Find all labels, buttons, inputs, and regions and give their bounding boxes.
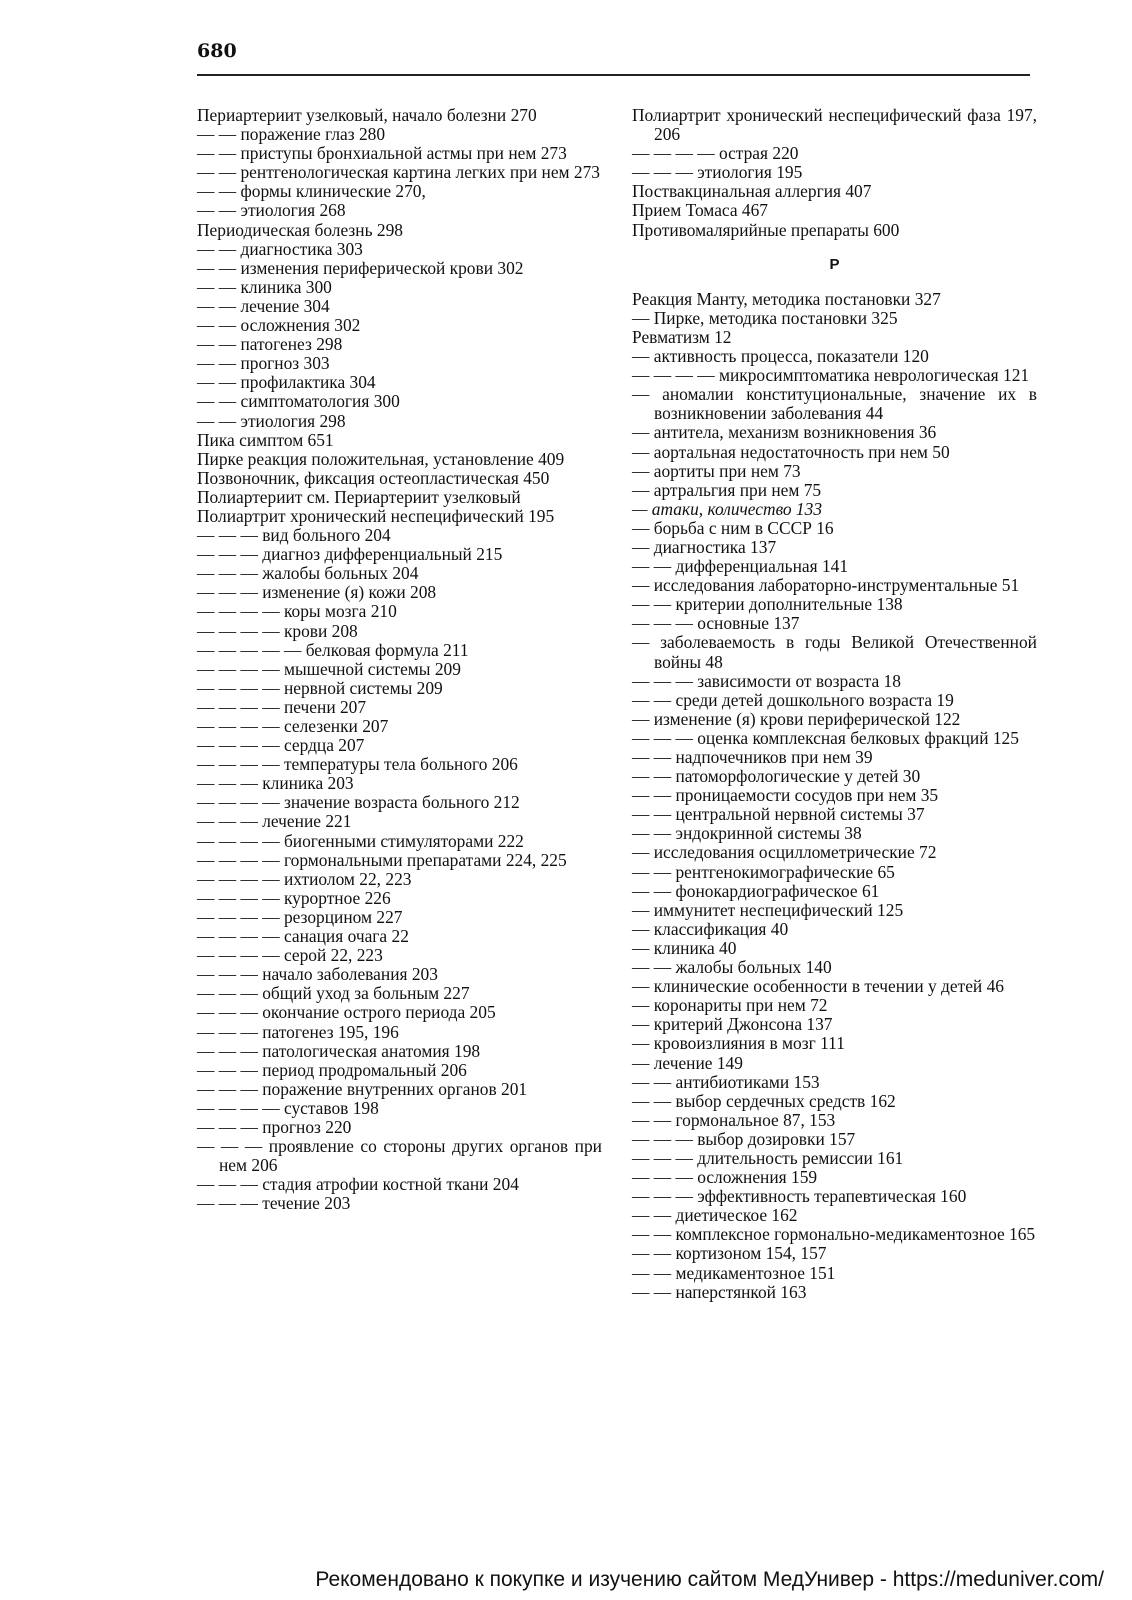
index-entry: — — кортизоном 154, 157 (632, 1243, 827, 1264)
index-column-right-bottom (632, 290, 1037, 1302)
index-entry: — — — — резорцином 227 (197, 906, 403, 927)
index-entry: — — — поражение внутренних органов 201 (197, 1078, 528, 1099)
index-entry: — — — этиология 195 (632, 162, 803, 183)
index-entry: — клиника 40 (632, 937, 737, 958)
index-entry: — — — — ихтиолом 22, 223 (197, 868, 412, 889)
index-entry: — — — лечение 221 (197, 811, 352, 832)
index-entry: — — клиника 300 (197, 276, 332, 297)
index-entry: — кровоизлияния в мозг 111 (632, 1033, 845, 1054)
index-entry: — заболеваемость в годы Великой Отечественной войны 48 (632, 632, 1037, 672)
index-entry: — — — — курортное 226 (197, 887, 391, 908)
footer-recommendation: Рекомендовано к покупке и изучению сайтом МедУнивер - https://meduniver.com/ (315, 1568, 1104, 1591)
index-entry: — — — — гормональными препаратами 224, 225 (197, 849, 567, 870)
index-entry: — классификация 40 (632, 918, 789, 939)
index-entry: — — диагностика 303 (197, 238, 363, 259)
index-entry: — — — — температуры тела больного 206 (197, 754, 518, 775)
index-entry: — — — окончание острого периода 205 (197, 1002, 496, 1023)
index-entry: — изменение (я) крови периферической 122 (632, 708, 961, 729)
index-entry: — — — — селезенки 207 (197, 716, 389, 736)
index-entry: — клинические особенности в течении у детей 46 (632, 976, 1004, 997)
index-entry: Противомалярийные препараты 600 (632, 219, 900, 240)
index-entry: — — антибиотиками 153 (632, 1071, 820, 1092)
index-entry: — коронариты при нем 72 (632, 995, 828, 1016)
index-entry: — — рентгенокимографические 65 (632, 861, 895, 882)
index-entry: — — — патологическая анатомия 198 (197, 1040, 481, 1061)
index-entry: — — — — нервной системы 209 (197, 677, 443, 698)
index-entry: — антитела, механизм возникновения 36 (632, 422, 937, 443)
index-entry: — — — начало заболевания 203 (197, 964, 438, 985)
index-entry: Пирке реакция положительная, установление 409 (197, 448, 565, 469)
index-entry: — аортиты при нем 73 (632, 460, 801, 481)
index-entry: Пика симптом 651 (197, 429, 334, 450)
index-entry: — — патоморфологические у детей 30 (632, 766, 921, 787)
index-column-left (197, 106, 602, 1213)
index-entry: — — — — — белковая формула 211 (197, 639, 469, 660)
index-entry: — — — жалобы больных 204 (197, 563, 419, 584)
index-entry: — — — течение 203 (197, 1193, 351, 1214)
index-entry: — — — эффективность терапевтическая 160 (632, 1186, 967, 1207)
index-entry: — — — период продромальный 206 (197, 1059, 467, 1080)
index-entry: — — — стадия атрофии костной ткани 204 (197, 1174, 519, 1195)
index-entry: Полиартрит хронический неспецифический 195 (197, 505, 555, 526)
index-entry: — — симптоматология 300 (197, 391, 400, 412)
index-entry: — — — изменение (я) кожи 208 (197, 582, 437, 603)
header-rule (197, 74, 1030, 76)
index-entry: — — — диагноз дифференциальный 215 (197, 544, 503, 565)
index-entry: — — патогенез 298 (197, 334, 343, 355)
index-entry: — — — проявление со стороны других органов при нем 206 (197, 1136, 602, 1176)
index-entry: — — — — сердца 207 (197, 735, 365, 756)
index-entry: — — — — печени 207 (197, 696, 367, 717)
index-entry: — — критерии дополнительные 138 (632, 594, 903, 615)
index-column-right-top (632, 106, 1037, 240)
index-entry: — — — прогноз 220 (197, 1116, 352, 1137)
index-entry: — — — длительность ремиссии 161 (632, 1147, 904, 1168)
index-entry: Ревматизм 12 (632, 326, 732, 347)
index-entry: Полиартрит хронический неспецифический фаза 197, 206 (632, 105, 1037, 145)
index-entry: — — — — микросимптоматика неврологическая 121 (632, 365, 1030, 386)
index-entry: — — поражение глаз 280 (197, 124, 386, 145)
index-entry: — Пирке, методика постановки 325 (632, 307, 898, 328)
index-entry: — атаки, количество 133 (632, 498, 823, 519)
index-entry: — — — общий уход за больным 227 (197, 983, 470, 1004)
index-entry: Периартериит узелковый, начало болезни 270 (197, 105, 537, 125)
index-entry: — — — основные 137 (632, 613, 800, 634)
index-entry: Позвоночник, фиксация остеопластическая 450 (197, 467, 550, 488)
index-entry: — — комплексное гормонально-медикаментозное 165 (632, 1224, 1036, 1245)
index-entry: — лечение 149 (632, 1052, 743, 1073)
index-entry: — — — осложнения 159 (632, 1167, 818, 1188)
index-entry: — — — клиника 203 (197, 773, 354, 794)
index-entry: — — жалобы больных 140 (632, 957, 832, 978)
index-entry: — — надпочечников при нем 39 (632, 747, 873, 767)
index-entry: — — — — мышечной системы 209 (197, 658, 461, 679)
index-entry: — — — — биогенными стимуляторами 222 (197, 830, 524, 851)
index-entry: — — выбор сердечных средств 162 (632, 1090, 896, 1111)
index-entry: — — — — значение возраста больного 212 (197, 792, 520, 813)
index-entry: — — — — крови 208 (197, 620, 358, 641)
index-entry: — — наперстянкой 163 (632, 1281, 807, 1302)
index-entry: — — осложнения 302 (197, 315, 361, 336)
index-entry: Реакция Манту, методика постановки 327 (632, 288, 941, 309)
index-entry: Полиартериит см. Периартериит узелковый (197, 486, 521, 507)
index-entry: — борьба с ним в СССР 16 (632, 517, 834, 538)
index-entry: — — среди детей дошкольного возраста 19 (632, 689, 954, 710)
index-entry: — аномалии конституциональные, значение их в возникновении заболевания 44 (632, 384, 1037, 424)
index-entry: — исследования лабораторно-инструментальные 51 (632, 575, 1020, 596)
index-column-right (632, 106, 1037, 1302)
index-entry: — — приступы бронхиальной астмы при нем 273 (197, 143, 567, 164)
index-entry: — — формы клинические 270, (197, 181, 426, 202)
index-entry: — — центральной нервной системы 37 (632, 804, 925, 825)
index-entry: — — изменения периферической крови 302 (197, 257, 524, 278)
index-entry: — — — — острая 220 (632, 143, 799, 164)
index-entry: — — этиология 298 (197, 410, 346, 431)
index-entry: — — — выбор дозировки 157 (632, 1128, 856, 1149)
index-entry: — — эндокринной системы 38 (632, 823, 862, 844)
index-entry: — — рентгенологическая картина легких при нем 273 (197, 162, 600, 183)
index-entry: — — — — серой 22, 223 (197, 945, 383, 966)
index-entry: — аортальная недостаточность при нем 50 (632, 441, 950, 462)
index-entry: — — — вид больного 204 (197, 525, 391, 546)
index-entry: — — дифференциальная 141 (632, 556, 849, 577)
index-entry: — критерий Джонсона 137 (632, 1014, 833, 1035)
index-entry: — — этиология 268 (197, 200, 346, 221)
index-entry: — — прогноз 303 (197, 353, 330, 374)
index-entry: — — диетическое 162 (632, 1205, 798, 1226)
index-entry: — исследования осциллометрические 72 (632, 842, 937, 863)
index-entry: — — — — коры мозга 210 (197, 601, 397, 622)
index-entry: — — профилактика 304 (197, 372, 376, 393)
index-entry: — — проницаемости сосудов при нем 35 (632, 785, 939, 806)
index-entry: — диагностика 137 (632, 536, 777, 557)
index-entry: — — медикаментозное 151 (632, 1262, 836, 1283)
index-entry: Прием Томаса 467 (632, 200, 768, 221)
index-entry: — — фонокардиографическое 61 (632, 880, 880, 901)
index-entry: Поствакцинальная аллергия 407 (632, 181, 872, 202)
index-entry: — — — зависимости от возраста 18 (632, 670, 901, 691)
index-entry: — иммунитет неспецифический 125 (632, 899, 904, 920)
index-entry: — — — — суставов 198 (197, 1097, 379, 1118)
index-entry: — — — патогенез 195, 196 (197, 1021, 399, 1042)
index-entry: — артральгия при нем 75 (632, 479, 822, 500)
index-entry: — — лечение 304 (197, 295, 330, 316)
index-entry: Периодическая болезнь 298 (197, 219, 403, 240)
index-entry: — — — — санация очага 22 (197, 926, 409, 947)
page-number: 680 (197, 40, 237, 62)
index-entry: — активность процесса, показатели 120 (632, 346, 929, 367)
section-letter: Р (829, 255, 840, 273)
index-entry: — — гормональное 87, 153 (632, 1109, 836, 1130)
index-entry: — — — оценка комплексная белковых фракций 125 (632, 727, 1019, 748)
